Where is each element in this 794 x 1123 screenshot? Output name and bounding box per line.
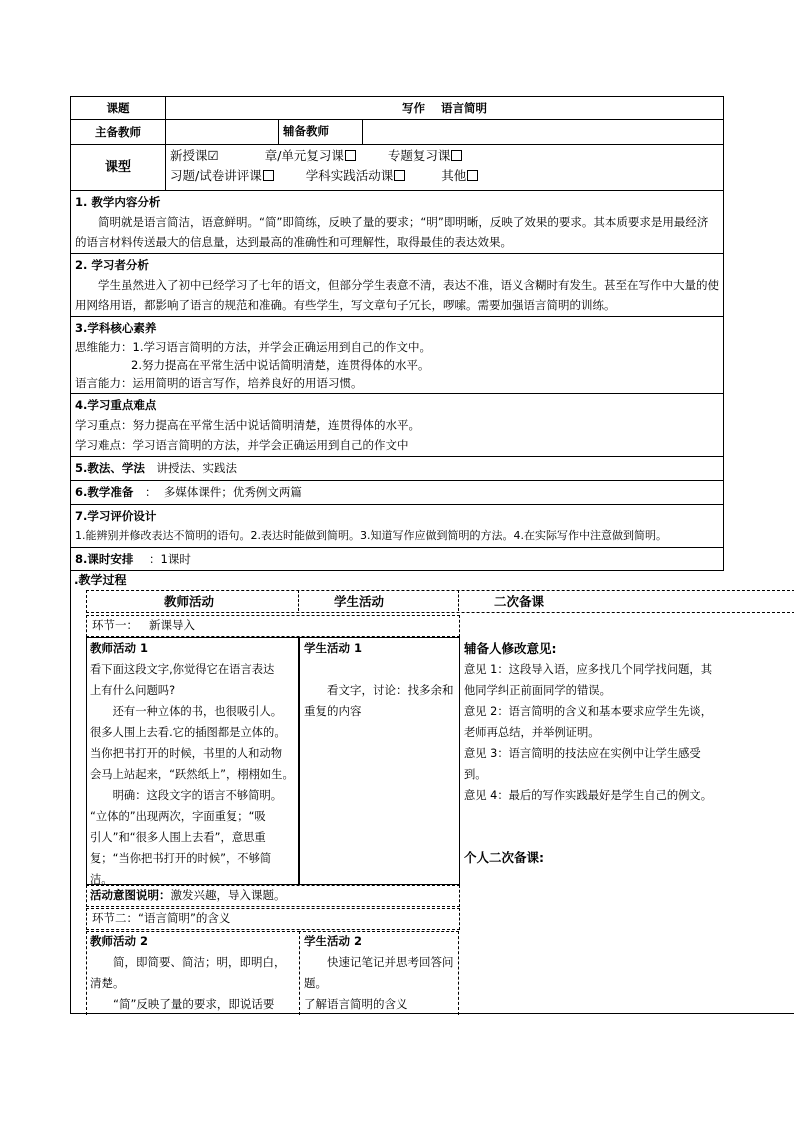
intent-label: 活动意图说明： xyxy=(90,888,171,902)
section-line: 学习难点：学习语言简明的方法，并学会正确运用到自己的作文中 xyxy=(75,438,409,452)
type-option-new: 新授课☑ xyxy=(170,148,219,163)
left-border xyxy=(70,571,71,1014)
teaching-process xyxy=(70,571,794,1014)
student-activity-title: 学生活动 2 xyxy=(304,934,363,948)
section-title: 3.学科核心素养 xyxy=(75,321,157,335)
text-line: 了解语言简明的含义 xyxy=(304,997,408,1011)
section-text: 简明就是语言简洁，语意鲜明。“简”即简练，反映了量的要求；“明”即明晰，反映了效果的要求。其本质要求是用最经济的语言材料传送最大的信息量，达到最高的准确性和可理解性，取得最佳的表达效果。 xyxy=(75,215,709,249)
section-line: 2.努力提高在平常生活中说话简明清楚，连贯得体的水平。 xyxy=(131,358,430,372)
text-line: “立体的”出现两次，字面重复；“吸 xyxy=(90,810,266,823)
section-key-points xyxy=(71,394,724,457)
text-line: 意见 4：最后的写作实践最好是学生自己的例文。 xyxy=(464,789,713,802)
text-line: 意见 3：语言简明的技法应在实例中让学生感受 xyxy=(464,747,701,760)
section-line: 学习重点：努力提高在平常生活中说话简明清楚，连贯得体的水平。 xyxy=(75,418,420,432)
section-title: 7.学习评价设计 xyxy=(75,509,157,523)
col-second-header: 二次备课 xyxy=(494,594,545,609)
type-options xyxy=(166,145,724,191)
type-option-exercise: 习题/试卷讲评课 xyxy=(170,166,274,186)
process-title: .教学过程 xyxy=(74,573,127,587)
checkbox-icon xyxy=(263,170,274,181)
teacher-activity-text xyxy=(90,952,300,1015)
divider xyxy=(458,590,459,611)
type-option-other: 其他 xyxy=(441,166,478,186)
section-title: 1. 教学内容分析 xyxy=(75,195,161,209)
section-text: 1.能辨别并修改表达不简明的语句。2.表达时能做到简明。3.知道写作应做到简明的方法。4.在实际写作中注意做到简明。 xyxy=(75,529,667,542)
main-teacher-value xyxy=(166,120,279,145)
assist-teacher-label: 辅备教师 xyxy=(279,120,363,145)
text-line: 当你把书打开的时候，书里的人和动物 xyxy=(90,747,283,760)
topic-label: 课题 xyxy=(71,97,166,120)
student-activity-title: 学生活动 1 xyxy=(304,641,363,655)
text-line: 引人”和“很多人围上去看”，意思重 xyxy=(90,831,266,844)
intent-value: 激发兴趣，导入课题。 xyxy=(170,888,286,902)
text-line: “简”反映了量的要求，即说话要 xyxy=(113,997,275,1011)
text-line: 老师再总结，并举例证明。 xyxy=(464,726,600,739)
topic-value: 写作 语言简明 xyxy=(166,97,724,120)
teacher-activity-text xyxy=(90,659,300,890)
text-line: 简，即简要、简洁；明，即明白， xyxy=(113,955,286,969)
type-option-unit-review: 章/单元复习课 xyxy=(265,146,356,166)
bottom-border xyxy=(70,1013,794,1014)
section-evaluation xyxy=(71,505,724,548)
section-core-literacy xyxy=(71,317,724,394)
checkbox-icon xyxy=(345,150,356,161)
text-line: 意见 2：语言简明的含义和基本要求应学生先谈， xyxy=(464,705,713,718)
personal-revision-title: 个人二次备课: xyxy=(464,850,544,865)
step-label: 环节二：“语言简明”的含义 xyxy=(92,911,231,925)
section-line: 思维能力：1.学习语言简明的方法，并学会正确运用到自己的作文中。 xyxy=(75,340,431,354)
section-value: ：1课时 xyxy=(149,552,191,566)
section-methods xyxy=(71,457,724,481)
text-line: 上有什么问题吗? xyxy=(90,684,176,697)
section-learner-analysis xyxy=(71,254,724,317)
section-text: 学生虽然进入了初中已经学习了七年的语文，但部分学生表意不清，表达不准，语义含糊时有发生。甚至在写作中大量的使用网络用语，都影响了语言的规范和准确。有些学生，写文章句子冗长，啰嗦。需要加强语言简明的训练。 xyxy=(75,278,719,312)
main-teacher-label: 主备教师 xyxy=(71,120,166,145)
text-line: 复；“当你把书打开的时候”，不够简 xyxy=(90,852,272,865)
type-option-practice: 学科实践活动课 xyxy=(306,166,406,186)
section-value: ： 多媒体课件；优秀例文两篇 xyxy=(145,485,302,499)
text-line: 快速记笔记并思考回答问 xyxy=(327,955,454,969)
text-line: 洁。 xyxy=(90,873,113,886)
text-line: 会马上站起来，“跃然纸上”，栩栩如生。 xyxy=(90,768,294,781)
section-title: 8.课时安排 xyxy=(75,552,134,566)
text-line: 很多人围上去看.它的插图都是立体的。 xyxy=(90,726,286,739)
text-line: 重复的内容 xyxy=(304,704,362,718)
checkbox-icon xyxy=(451,150,462,161)
type-option-topic-review: 专题复习课 xyxy=(388,146,463,166)
section-title: 5.教法、学法 xyxy=(75,461,145,475)
divider xyxy=(298,590,299,611)
student-activity-text xyxy=(304,952,456,1015)
text-line: 意见 1：这段导入语，应多找几个同学找问题，其 xyxy=(464,663,713,676)
type-label: 课型 xyxy=(71,145,166,191)
section-schedule xyxy=(71,548,724,571)
text-line: 他同学纠正前面同学的错误。 xyxy=(464,684,611,697)
text-line: 明确：这段文字的语言不够简明。 xyxy=(112,789,283,802)
lesson-plan-table xyxy=(70,96,723,571)
teacher-activity-title: 教师活动 1 xyxy=(90,641,149,655)
text-line: 看文字，讨论：找多余和 xyxy=(327,683,454,697)
step-label: 环节一： 新课导入 xyxy=(92,618,195,632)
student-activity-text xyxy=(304,680,456,722)
section-line: 语言能力：运用简明的语言写作，培养良好的用语习惯。 xyxy=(75,376,363,390)
teacher-activity-title: 教师活动 2 xyxy=(90,934,149,948)
text-line: 看下面这段文字,你觉得它在语言表达 xyxy=(90,663,275,676)
text-line: 题。 xyxy=(304,976,327,990)
intent xyxy=(90,885,286,905)
section-title: 4.学习重点难点 xyxy=(75,398,157,412)
section-preparation xyxy=(71,481,724,505)
section-value: 讲授法、实践法 xyxy=(156,461,238,475)
assist-teacher-value xyxy=(363,120,724,145)
checkbox-icon xyxy=(467,170,478,181)
student-activity-1 xyxy=(298,637,460,885)
text-line: 清楚。 xyxy=(90,976,125,990)
col-teacher-header: 教师活动 xyxy=(164,594,215,609)
checkbox-icon xyxy=(394,170,405,181)
col-student-header: 学生活动 xyxy=(334,594,385,609)
section-title: 2. 学习者分析 xyxy=(75,258,149,272)
section-title: 6.教学准备 xyxy=(75,485,134,499)
revision-text xyxy=(464,659,726,806)
revision-title: 辅备人修改意见: xyxy=(464,641,557,656)
section-content-analysis xyxy=(71,191,724,254)
text-line: 到。 xyxy=(464,768,487,781)
text-line: 还有一种立体的书，也很吸引人。 xyxy=(112,705,283,718)
